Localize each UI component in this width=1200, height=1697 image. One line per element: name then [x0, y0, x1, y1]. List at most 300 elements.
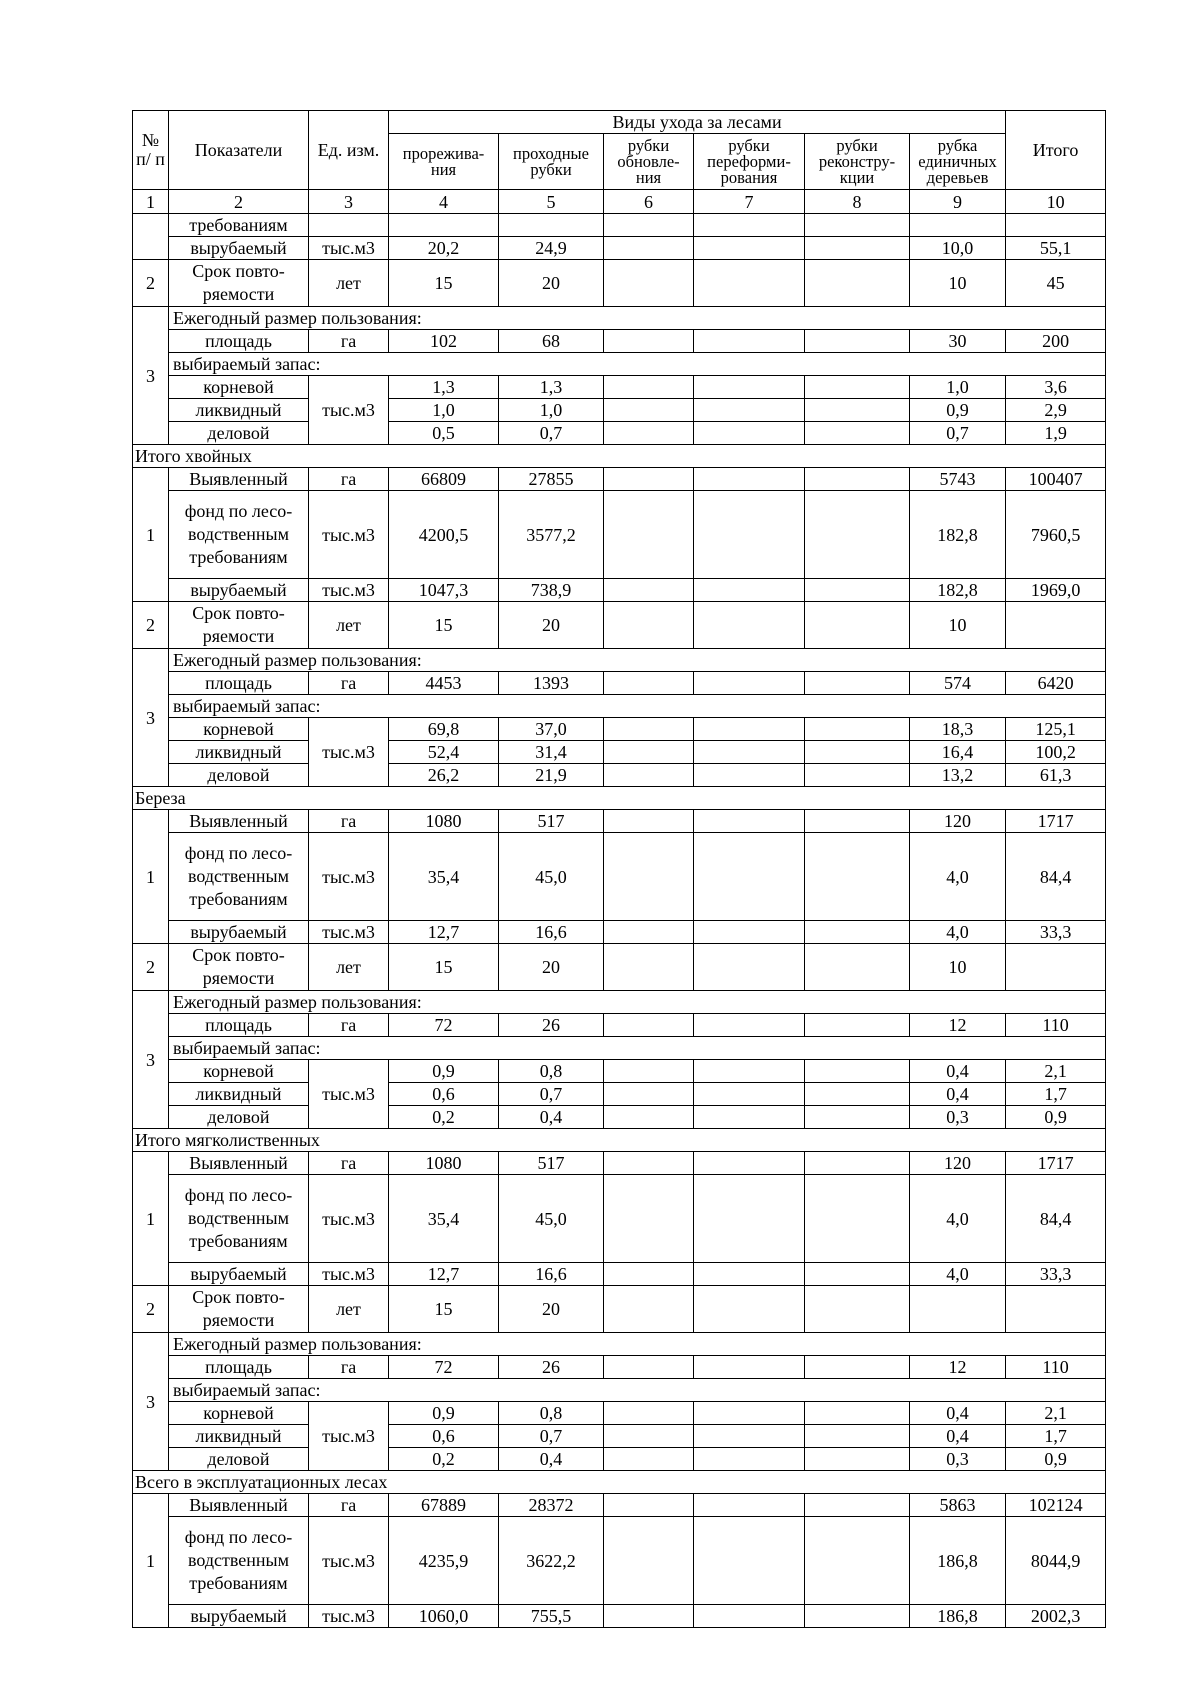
value-single-tree: 13,2 [910, 764, 1006, 787]
value-thinning: 66809 [389, 468, 499, 491]
value-renewal [604, 1605, 694, 1628]
value-renewal [604, 491, 694, 579]
unit: га [309, 330, 389, 353]
table-row [133, 1425, 1106, 1448]
value-reconstruction [805, 1060, 910, 1083]
value-thinning: 67889 [389, 1494, 499, 1517]
value-renewal [604, 1402, 694, 1425]
header-number: 2 [169, 190, 309, 214]
empty-cell [694, 214, 805, 237]
value-reformation [694, 399, 805, 422]
table-row [133, 1083, 1106, 1106]
table-row [133, 1037, 1106, 1060]
label-root: корневой [169, 376, 309, 399]
value-reformation [694, 1286, 805, 1333]
value-single-tree: 5743 [910, 468, 1006, 491]
value-thinning: 1047,3 [389, 579, 499, 602]
value-total: 7960,5 [1006, 491, 1106, 579]
header-unit: Ед. изм. [309, 111, 389, 190]
forest-care-table [132, 110, 1106, 1628]
value-reformation [694, 1060, 805, 1083]
unit: тыс.м3 [309, 1263, 389, 1286]
row-num: 2 [133, 602, 169, 649]
value-thinning: 0,6 [389, 1083, 499, 1106]
value-single-tree: 0,4 [910, 1402, 1006, 1425]
row-num: 1 [133, 810, 169, 944]
label-period: Срок повто-ряемости [169, 1286, 309, 1333]
unit: га [309, 1152, 389, 1175]
value-renewal [604, 1448, 694, 1471]
table-row [133, 695, 1106, 718]
value-passage: 21,9 [499, 764, 604, 787]
table-row [133, 672, 1106, 695]
table-row [133, 1333, 1106, 1356]
label-fund: фонд по лесо-водственным требованиям [169, 1175, 309, 1263]
table-row [133, 1106, 1106, 1129]
value-renewal [604, 741, 694, 764]
empty-cell [1006, 214, 1106, 237]
table-row [133, 1605, 1106, 1628]
header-col: рубка единичных деревьев [910, 134, 1006, 190]
value-thinning: 0,6 [389, 1425, 499, 1448]
value-passage: 37,0 [499, 718, 604, 741]
label-selected: выбираемый запас: [169, 1379, 1106, 1402]
value-single-tree: 0,9 [910, 399, 1006, 422]
value-passage: 20 [499, 1286, 604, 1333]
label-annual: Ежегодный размер пользования: [169, 307, 1106, 330]
value-reformation [694, 1402, 805, 1425]
empty-cell [499, 214, 604, 237]
value-total: 1717 [1006, 810, 1106, 833]
table-row [133, 1014, 1106, 1037]
value-total: 1,9 [1006, 422, 1106, 445]
value-single-tree: 182,8 [910, 491, 1006, 579]
header-total: Итого [1006, 111, 1106, 190]
value-single-tree: 12 [910, 1356, 1006, 1379]
value-renewal [604, 376, 694, 399]
value-renewal [604, 810, 694, 833]
value-single-tree: 4,0 [910, 1175, 1006, 1263]
value-renewal [604, 833, 694, 921]
value-reconstruction [805, 672, 910, 695]
header-numbers-row [133, 190, 1106, 214]
value-reconstruction [805, 944, 910, 991]
value-total: 0,9 [1006, 1448, 1106, 1471]
value-renewal [604, 1060, 694, 1083]
value-thinning: 72 [389, 1014, 499, 1037]
label-fund: фонд по лесо-водственным требованиям [169, 1517, 309, 1605]
value-reformation [694, 330, 805, 353]
label-period: Срок повто-ряемости [169, 602, 309, 649]
value-renewal [604, 260, 694, 307]
value-renewal [604, 602, 694, 649]
value-reconstruction [805, 237, 910, 260]
unit: тыс.м3 [309, 921, 389, 944]
value-total [1006, 1286, 1106, 1333]
header-number: 8 [805, 190, 910, 214]
unit: лет [309, 944, 389, 991]
value-thinning: 35,4 [389, 833, 499, 921]
unit: тыс.м3 [309, 833, 389, 921]
label-liquid: ликвидный [169, 399, 309, 422]
label-identified: Выявленный [169, 1152, 309, 1175]
value-total: 3,6 [1006, 376, 1106, 399]
row-num: 1 [133, 1152, 169, 1286]
value-thinning: 0,5 [389, 422, 499, 445]
row-num: 2 [133, 944, 169, 991]
value-thinning: 1060,0 [389, 1605, 499, 1628]
value-single-tree: 4,0 [910, 1263, 1006, 1286]
unit: га [309, 810, 389, 833]
label-period: Срок повто-ряемости [169, 260, 309, 307]
value-reconstruction [805, 579, 910, 602]
section-title: Береза [133, 787, 1106, 810]
value-single-tree: 0,3 [910, 1106, 1006, 1129]
value-reformation [694, 718, 805, 741]
label-selected: выбираемый запас: [169, 695, 1106, 718]
table-row [133, 602, 1106, 649]
value-reconstruction [805, 1083, 910, 1106]
unit: тыс.м3 [309, 1060, 389, 1129]
value-passage: 24,9 [499, 237, 604, 260]
table-row [133, 991, 1106, 1014]
table-row [133, 944, 1106, 991]
value-thinning: 12,7 [389, 1263, 499, 1286]
value-reconstruction [805, 422, 910, 445]
unit: тыс.м3 [309, 1402, 389, 1471]
label-annual: Ежегодный размер пользования: [169, 649, 1106, 672]
value-reformation [694, 764, 805, 787]
label-root: корневой [169, 1060, 309, 1083]
unit: тыс.м3 [309, 491, 389, 579]
value-total: 1969,0 [1006, 579, 1106, 602]
label-identified: Выявленный [169, 1494, 309, 1517]
unit: га [309, 672, 389, 695]
header-number: 5 [499, 190, 604, 214]
row-num: 3 [133, 1333, 169, 1471]
value-total: 33,3 [1006, 1263, 1106, 1286]
value-single-tree: 5863 [910, 1494, 1006, 1517]
label-felled: вырубаемый [169, 1605, 309, 1628]
value-reformation [694, 602, 805, 649]
table-row [133, 718, 1106, 741]
header-group: Виды ухода за лесами [389, 111, 1006, 134]
table-row [133, 1060, 1106, 1083]
header-row [133, 111, 1106, 134]
label-annual: Ежегодный размер пользования: [169, 1333, 1106, 1356]
value-thinning: 69,8 [389, 718, 499, 741]
table-row [133, 237, 1106, 260]
header-col: рубки обновле-ния [604, 134, 694, 190]
value-single-tree: 120 [910, 810, 1006, 833]
label-liquid: ликвидный [169, 1083, 309, 1106]
label-felled: вырубаемый [169, 579, 309, 602]
table-row [133, 491, 1106, 579]
value-reformation [694, 260, 805, 307]
value-thinning: 72 [389, 1356, 499, 1379]
header-col: рубки переформи-рования [694, 134, 805, 190]
label-selected: выбираемый запас: [169, 1037, 1106, 1060]
value-thinning: 1080 [389, 810, 499, 833]
row-num: 2 [133, 1286, 169, 1333]
value-reconstruction [805, 260, 910, 307]
value-reconstruction [805, 833, 910, 921]
value-passage: 45,0 [499, 833, 604, 921]
table-cell [309, 214, 389, 237]
value-renewal [604, 1152, 694, 1175]
value-total: 1717 [1006, 1152, 1106, 1175]
unit: лет [309, 602, 389, 649]
value-total: 2002,3 [1006, 1605, 1106, 1628]
value-passage: 0,4 [499, 1448, 604, 1471]
unit: тыс.м3 [309, 1517, 389, 1605]
section-title-row [133, 1471, 1106, 1494]
value-total: 2,1 [1006, 1060, 1106, 1083]
label-selected: выбираемый запас: [169, 353, 1106, 376]
header-number: 4 [389, 190, 499, 214]
table-row [133, 833, 1106, 921]
value-passage: 1,3 [499, 376, 604, 399]
table-row [133, 921, 1106, 944]
value-passage: 28372 [499, 1494, 604, 1517]
value-single-tree: 186,8 [910, 1517, 1006, 1605]
value-renewal [604, 330, 694, 353]
value-reconstruction [805, 810, 910, 833]
value-renewal [604, 944, 694, 991]
header-num: № п/ п [133, 111, 169, 190]
header-col: прорежива-ния [389, 134, 499, 190]
unit: га [309, 1014, 389, 1037]
value-single-tree: 0,4 [910, 1083, 1006, 1106]
value-thinning: 1080 [389, 1152, 499, 1175]
value-thinning: 0,9 [389, 1402, 499, 1425]
row-num: 3 [133, 649, 169, 787]
label-identified: Выявленный [169, 810, 309, 833]
row-num: 3 [133, 991, 169, 1129]
value-thinning: 1,0 [389, 399, 499, 422]
value-single-tree: 10,0 [910, 237, 1006, 260]
row-num: 2 [133, 260, 169, 307]
value-thinning: 0,2 [389, 1106, 499, 1129]
value-thinning: 20,2 [389, 237, 499, 260]
section-title-row [133, 445, 1106, 468]
header-col: рубки реконстру-кции [805, 134, 910, 190]
label-area: площадь [169, 1014, 309, 1037]
value-reformation [694, 237, 805, 260]
value-reformation [694, 1152, 805, 1175]
value-total: 61,3 [1006, 764, 1106, 787]
table-row [133, 307, 1106, 330]
section-title: Итого хвойных [133, 445, 1106, 468]
value-total: 55,1 [1006, 237, 1106, 260]
value-renewal [604, 718, 694, 741]
table-row [133, 399, 1106, 422]
value-thinning: 15 [389, 944, 499, 991]
value-reconstruction [805, 1605, 910, 1628]
value-total: 200 [1006, 330, 1106, 353]
row-num: 3 [133, 307, 169, 445]
value-renewal [604, 1356, 694, 1379]
value-passage: 0,4 [499, 1106, 604, 1129]
value-passage: 0,7 [499, 422, 604, 445]
label-area: площадь [169, 330, 309, 353]
value-total: 1,7 [1006, 1083, 1106, 1106]
empty-cell [805, 214, 910, 237]
value-passage: 3622,2 [499, 1517, 604, 1605]
value-single-tree: 1,0 [910, 376, 1006, 399]
value-reconstruction [805, 764, 910, 787]
unit: тыс.м3 [309, 579, 389, 602]
value-thinning: 1,3 [389, 376, 499, 399]
value-single-tree: 12 [910, 1014, 1006, 1037]
label-root: корневой [169, 718, 309, 741]
value-passage: 0,8 [499, 1402, 604, 1425]
table-row [133, 1152, 1106, 1175]
value-reconstruction [805, 1402, 910, 1425]
value-renewal [604, 468, 694, 491]
value-thinning: 15 [389, 1286, 499, 1333]
value-thinning: 35,4 [389, 1175, 499, 1263]
value-single-tree: 30 [910, 330, 1006, 353]
table-row [133, 1286, 1106, 1333]
section-title-row [133, 787, 1106, 810]
value-passage: 755,5 [499, 1605, 604, 1628]
value-single-tree: 16,4 [910, 741, 1006, 764]
header-number: 6 [604, 190, 694, 214]
value-total: 0,9 [1006, 1106, 1106, 1129]
section-title: Итого мягколиственных [133, 1129, 1106, 1152]
value-reconstruction [805, 1286, 910, 1333]
label-fund: фонд по лесо-водственным требованиям [169, 833, 309, 921]
value-single-tree: 182,8 [910, 579, 1006, 602]
label-liquid: ликвидный [169, 741, 309, 764]
table-row [133, 579, 1106, 602]
unit: га [309, 1356, 389, 1379]
value-single-tree: 18,3 [910, 718, 1006, 741]
value-passage: 16,6 [499, 1263, 604, 1286]
value-total: 125,1 [1006, 718, 1106, 741]
value-reformation [694, 1014, 805, 1037]
label-liquid: ликвидный [169, 1425, 309, 1448]
value-renewal [604, 1106, 694, 1129]
value-total: 2,9 [1006, 399, 1106, 422]
value-single-tree: 0,4 [910, 1060, 1006, 1083]
table-row [133, 353, 1106, 376]
unit: тыс.м3 [309, 376, 389, 445]
value-total: 2,1 [1006, 1402, 1106, 1425]
unit: лет [309, 1286, 389, 1333]
unit: га [309, 468, 389, 491]
value-single-tree [910, 1286, 1006, 1333]
value-passage: 20 [499, 602, 604, 649]
row-num: 1 [133, 468, 169, 602]
label-business: деловой [169, 764, 309, 787]
value-reformation [694, 579, 805, 602]
label-business: деловой [169, 1448, 309, 1471]
value-reformation [694, 1517, 805, 1605]
value-total: 84,4 [1006, 1175, 1106, 1263]
value-reconstruction [805, 376, 910, 399]
value-total: 110 [1006, 1014, 1106, 1037]
row-num [133, 214, 169, 260]
value-reformation [694, 491, 805, 579]
empty-cell [604, 214, 694, 237]
value-reformation [694, 1175, 805, 1263]
value-total: 1,7 [1006, 1425, 1106, 1448]
value-total: 102124 [1006, 1494, 1106, 1517]
value-thinning: 4235,9 [389, 1517, 499, 1605]
value-reconstruction [805, 1014, 910, 1037]
value-reformation [694, 1083, 805, 1106]
value-renewal [604, 1083, 694, 1106]
value-passage: 20 [499, 944, 604, 991]
value-single-tree: 10 [910, 602, 1006, 649]
table-row [133, 1379, 1106, 1402]
header-number: 9 [910, 190, 1006, 214]
value-total: 8044,9 [1006, 1517, 1106, 1605]
value-reformation [694, 944, 805, 991]
value-reformation [694, 672, 805, 695]
label-identified: Выявленный [169, 468, 309, 491]
section-title-row [133, 1129, 1106, 1152]
value-reconstruction [805, 1263, 910, 1286]
value-total: 45 [1006, 260, 1106, 307]
label-felled: вырубаемый [169, 1263, 309, 1286]
value-passage: 0,7 [499, 1083, 604, 1106]
label-felled: вырубаемый [169, 921, 309, 944]
value-single-tree: 10 [910, 944, 1006, 991]
unit: га [309, 1494, 389, 1517]
table-row [133, 810, 1106, 833]
label-fund: фонд по лесо-водственным требованиям [169, 491, 309, 579]
value-reformation [694, 422, 805, 445]
value-passage: 1,0 [499, 399, 604, 422]
value-thinning: 12,7 [389, 921, 499, 944]
value-reconstruction [805, 1152, 910, 1175]
value-renewal [604, 579, 694, 602]
table-row [133, 1263, 1106, 1286]
value-passage: 517 [499, 1152, 604, 1175]
value-renewal [604, 1494, 694, 1517]
value-passage: 0,8 [499, 1060, 604, 1083]
value-renewal [604, 422, 694, 445]
label-annual: Ежегодный размер пользования: [169, 991, 1106, 1014]
value-renewal [604, 1175, 694, 1263]
value-thinning: 52,4 [389, 741, 499, 764]
value-reformation [694, 1605, 805, 1628]
value-total: 84,4 [1006, 833, 1106, 921]
value-total [1006, 944, 1106, 991]
table-row [133, 260, 1106, 307]
value-passage: 16,6 [499, 921, 604, 944]
value-renewal [604, 1286, 694, 1333]
value-passage: 45,0 [499, 1175, 604, 1263]
value-passage: 31,4 [499, 741, 604, 764]
label-area: площадь [169, 1356, 309, 1379]
value-reconstruction [805, 399, 910, 422]
value-renewal [604, 1014, 694, 1037]
value-thinning: 15 [389, 602, 499, 649]
header-number: 1 [133, 190, 169, 214]
value-reconstruction [805, 491, 910, 579]
table-row [133, 1448, 1106, 1471]
label-business: деловой [169, 1106, 309, 1129]
header-number: 10 [1006, 190, 1106, 214]
value-reformation [694, 921, 805, 944]
table-row [133, 1494, 1106, 1517]
value-single-tree: 0,3 [910, 1448, 1006, 1471]
value-single-tree: 4,0 [910, 833, 1006, 921]
